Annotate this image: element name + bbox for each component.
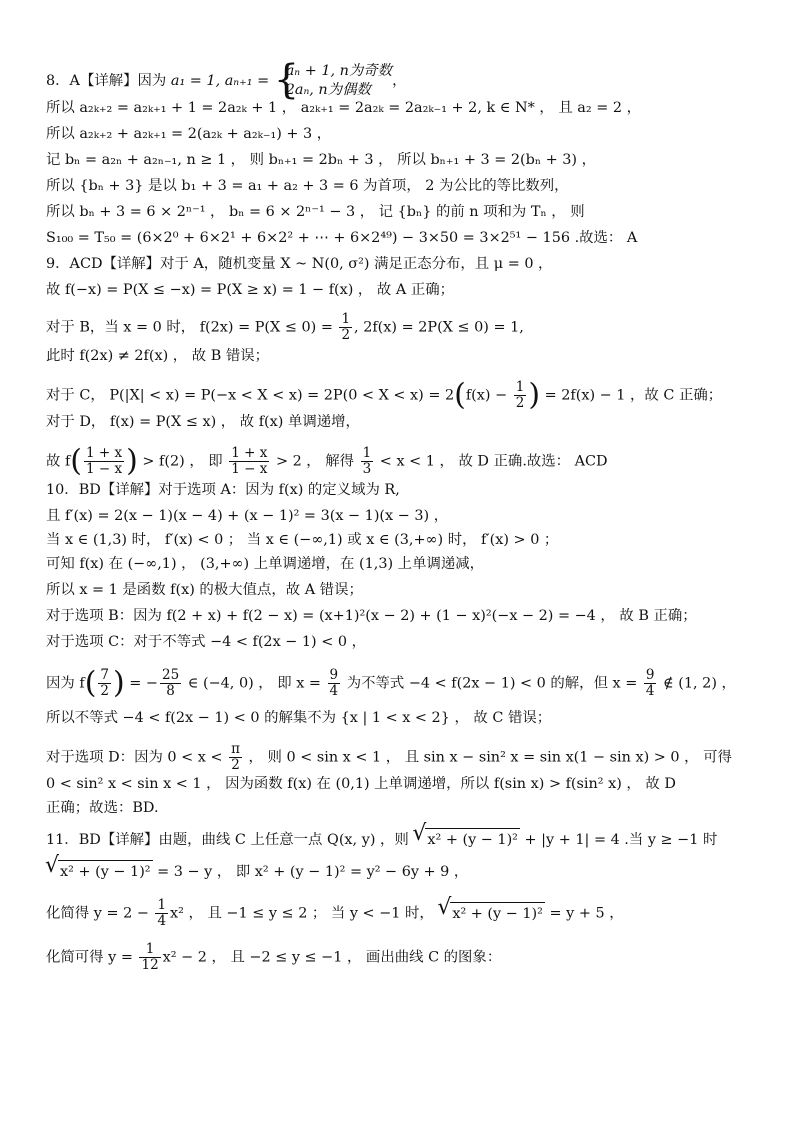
q9-line-1: 9．ACD【详解】对于 A，随机变量 X ~ N(0, σ²) 满足正态分布，且 μ = 0 ，	[46, 256, 553, 272]
q10-line-4: 可知 f(x) 在 (−∞,1) ， (3,+∞) 上单调递增，在 (1,3) 上单调递减，	[46, 556, 485, 572]
q11-line-3: 化简得 y = 2 − $\frac{1}{4}$ x² ， 且 −1 ≤ y ≤ 2 ； 当 y < −1 时， √ x² + (y − 1)² = y + 5 ，	[46, 898, 624, 929]
square-root: √ x² + (y − 1)²	[438, 902, 545, 924]
q10-line-9: 所以不等式 −4 < f(2x − 1) < 0 的解集不为 {x | 1 < x < 2} ， 故 C 错误；	[46, 710, 552, 726]
fraction: $\frac{1 + x}{1 - x}$	[231, 445, 268, 477]
q8-line-5: 所以 {bₙ + 3} 是以 b₁ + 3 = a₁ + a₂ + 3 = 6 为首项， 2 为公比的等比数列，	[46, 178, 569, 194]
fraction: $\frac{1}{2}$	[341, 311, 351, 343]
q10-line-6: 对于选项 B：因为 f(2 + x) + f(2 − x) = (x+1)²(x − 2) + (1 − x)²(−x − 2) = −4 ， 故 B 正确；	[46, 608, 697, 624]
q10-line-12: 正确；故选：BD.	[46, 800, 159, 816]
q10-line-3: 当 x ∈ (1,3) 时， f′(x) < 0 ； 当 x ∈ (−∞,1) 或 x ∈ (3,+∞) 时， f′(x) > 0 ；	[46, 532, 559, 548]
q10-line-11: 0 < sin² x < sin x < 1 ， 因为函数 f(x) 在 (0,1) 上单调递增，所以 f(sin x) > f(sin² x) ， 故 D	[46, 776, 676, 792]
q10-line-8: 因为 f( $\frac{7}{2}$ ) = − $\frac{25}{8}$ ∈ (−4, 0) ， 即 x = $\frac{9}{4}$ 为不等式 −4 < f(2x − 1) < 0 的解，但 x = $\frac{9}{4}$ ∉ (1, 2) ，	[46, 665, 736, 701]
square-root: √ x² + (y − 1)²	[413, 828, 520, 850]
fraction: $\frac{1}{4}$	[157, 897, 167, 929]
q8-line-4: 记 bₙ = a₂ₙ + a₂ₙ₋₁, n ≥ 1 ， 则 bₙ₊₁ = 2bₙ + 3 ， 所以 bₙ₊₁ + 3 = 2(bₙ + 3) ，	[46, 152, 596, 168]
q10-line-1: 10．BD【详解】对于选项 A：因为 f(x) 的定义域为 R,	[46, 482, 400, 498]
q9-line-7: 故 f( $\frac{1 + x}{1 - x}$ ) > f(2) ， 即 $\frac{1 + x}{1 - x}$ > 2 ， 解得 $\frac{1}{3}$ < x < 1 ， 故 D 正确.故选： ACD	[46, 443, 608, 479]
fraction: $\frac{1}{12}$	[141, 941, 159, 973]
fraction: $\frac{9}{4}$	[329, 667, 339, 699]
q8-line-6: 所以 bₙ + 3 = 6 × 2ⁿ⁻¹ ， bₙ = 6 × 2ⁿ⁻¹ − 3 ， 记 {bₙ} 的前 n 项和为 Tₙ ， 则	[46, 204, 585, 220]
q8-line-2: 所以 a₂ₖ₊₂ = a₂ₖ₊₁ + 1 = 2a₂ₖ + 1 ， a₂ₖ₊₁ = 2a₂ₖ = 2a₂ₖ₋₁ + 2, k ∈ N* ， 且 a₂ = 2 ，	[46, 100, 641, 116]
q8-line-3: 所以 a₂ₖ₊₂ + a₂ₖ₊₁ = 2(a₂ₖ + a₂ₖ₋₁) + 3 ，	[46, 126, 332, 142]
q9-line-6: 对于 D， f(x) = P(X ≤ x) ， 故 f(x) 单调递增，	[46, 414, 360, 430]
q10-line-2: 且 f′(x) = 2(x − 1)(x − 4) + (x − 1)² = 3(x − 1)(x − 3) ，	[46, 508, 449, 524]
fraction: $\frac{1 + x}{1 - x}$	[86, 445, 123, 477]
fraction: $\frac{9}{4}$	[645, 667, 655, 699]
q11-line-4: 化简可得 y = $\frac{1}{12}$ x² − 2 ， 且 −2 ≤ y ≤ −1 ， 画出曲线 C 的图象：	[46, 941, 502, 973]
q9-line-2: 故 f(−x) = P(X ≤ −x) = P(X ≥ x) = 1 − f(x) ， 故 A 正确；	[46, 282, 455, 298]
q8-piecewise: { aₙ + 1, n为奇数 2aₙ, n为偶数	[273, 57, 393, 103]
fraction: $\frac{1}{3}$	[362, 445, 372, 477]
q10-line-5: 所以 x = 1 是函数 f(x) 的极大值点，故 A 错误；	[46, 582, 363, 598]
q11-line-2: √ x² + (y − 1)² = 3 − y ， 即 x² + (y − 1)² = y² − 6y + 9 ，	[46, 860, 468, 882]
fraction: $\frac{25}{8}$	[161, 667, 180, 699]
q8-line-7: S₁₀₀ = T₅₀ = (6×2⁰ + 6×2¹ + 6×2² + ⋯ + 6×2⁴⁹) − 3×50 = 3×2⁵¹ − 156 .故选： A	[46, 230, 638, 246]
q9-line-4: 此时 f(2x) ≠ 2f(x) ， 故 B 错误；	[46, 348, 270, 364]
q9-line-5: 对于 C， P(|X| < x) = P(−x < X < x) = 2P(0 < X < x) = 2(f(x) − $\frac{1}{2}$ ) = 2f(x) − 1 ，故 C 正确；	[46, 377, 723, 413]
q8-header: 8．A【详解】因为	[46, 73, 171, 89]
q10-line-7: 对于选项 C：对于不等式 −4 < f(2x − 1) < 0 ，	[46, 634, 367, 650]
fraction: $\frac{\pi}{2}$	[231, 741, 240, 773]
q10-line-10: 对于选项 D：因为 0 < x < $\frac{\pi}{2}$ ， 则 0 < sin x < 1 ， 且 sin x − sin² x = sin x(1 − sin x) > 0 ， 可得	[46, 741, 732, 773]
fraction: $\frac{1}{2}$	[515, 379, 525, 411]
q9-line-3: 对于 B，当 x = 0 时， f(2x) = P(X ≤ 0) = $\frac{1}{2}$ , 2f(x) = 2P(X ≤ 0) = 1,	[46, 311, 524, 343]
q8-recurrence: a₁ = 1, aₙ₊₁ =	[170, 73, 274, 89]
fraction: $\frac{7}{2}$	[100, 667, 109, 699]
q11-line-1: 11．BD【详解】由题，曲线 C 上任意一点 Q(x, y) ，则 √ x² + (y − 1)² + |y + 1| = 4 .当 y ≥ −1 时	[46, 828, 717, 850]
square-root: √ x² + (y − 1)²	[46, 860, 153, 882]
q8-line-1: 8．A【详解】因为 a₁ = 1, aₙ₊₁ = { aₙ + 1, n为奇数 2aₙ, n为偶数 ，	[46, 57, 407, 103]
